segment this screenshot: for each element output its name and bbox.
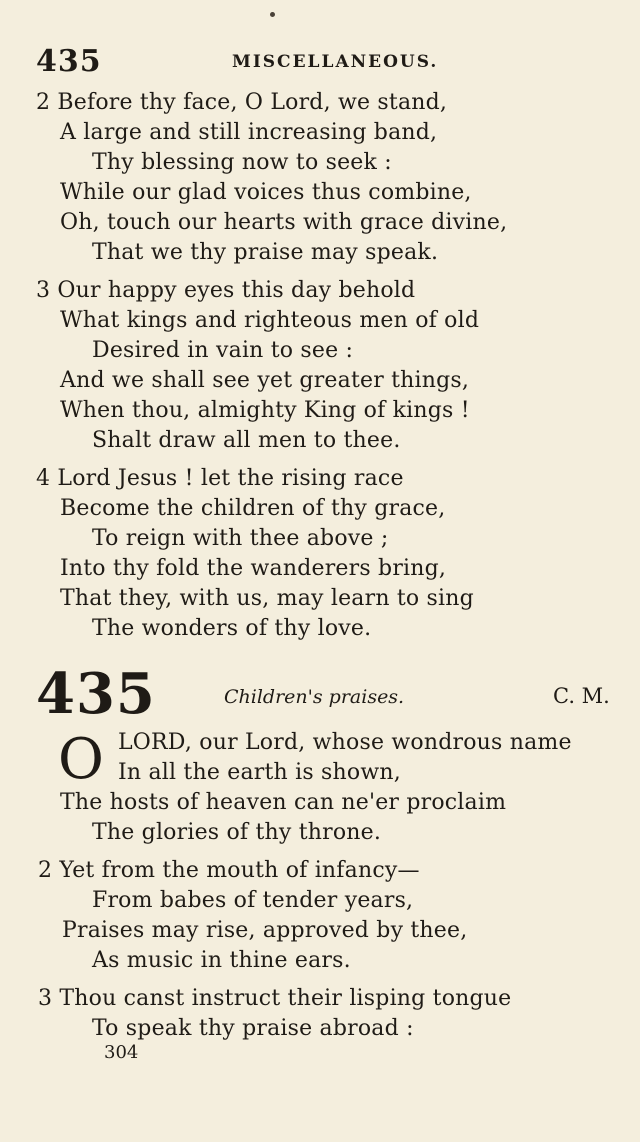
stanza-line: From babes of tender years,	[92, 888, 414, 913]
stanza-line: 2 Before thy face, O Lord, we stand,	[36, 90, 448, 115]
stanza-line: A large and still increasing band,	[60, 120, 438, 145]
stanza-line: That we thy praise may speak.	[92, 240, 439, 265]
stanza-line: While our glad voices thus combine,	[60, 180, 472, 205]
stanza-line: The hosts of heaven can ne'er proclaim	[60, 790, 507, 815]
running-head-hymn-number: 435	[36, 44, 102, 79]
page-number: 304	[104, 1042, 139, 1063]
stanza-line: Become the children of thy grace,	[60, 496, 446, 521]
running-head-section: MISCELLANEOUS.	[232, 52, 439, 72]
hymn-number: 435	[36, 661, 156, 727]
stanza-line: In all the earth is shown,	[118, 760, 401, 785]
stanza-line: The wonders of thy love.	[92, 616, 372, 641]
hymn-title: Children's praises.	[224, 686, 405, 708]
stanza-line: Oh, touch our hearts with grace divine,	[60, 210, 508, 235]
stanza-line: 2 Yet from the mouth of infancy—	[38, 858, 420, 883]
stanza-line: 3 Thou canst instruct their lisping tongue	[38, 986, 512, 1011]
stanza-line: Shalt draw all men to thee.	[92, 428, 401, 453]
stanza-line: As music in thine ears.	[92, 948, 351, 973]
stanza-line: Praises may rise, approved by thee,	[62, 918, 468, 943]
stanza-line: That they, with us, may learn to sing	[60, 586, 474, 611]
stanza-line: To speak thy praise abroad :	[92, 1016, 414, 1041]
stanza-line: To reign with thee above ;	[92, 526, 389, 551]
stanza-line: Into thy fold the wanderers bring,	[60, 556, 447, 581]
drop-cap: O	[58, 727, 104, 792]
stanza-line: LORD, our Lord, whose wondrous name	[118, 730, 572, 755]
stanza-line: Thy blessing now to seek :	[92, 150, 392, 175]
stanza-line: And we shall see yet greater things,	[60, 368, 470, 393]
print-speck	[270, 12, 275, 17]
hymn-meter: C. M.	[553, 684, 610, 708]
stanza-line: 4 Lord Jesus ! let the rising race	[36, 466, 404, 491]
stanza-line: 3 Our happy eyes this day behold	[36, 278, 416, 303]
stanza-line: Desired in vain to see :	[92, 338, 354, 363]
stanza-line: When thou, almighty King of kings !	[60, 398, 470, 423]
stanza-line: What kings and righteous men of old	[60, 308, 480, 333]
stanza-line: The glories of thy throne.	[92, 820, 382, 845]
running-head	[36, 44, 616, 80]
